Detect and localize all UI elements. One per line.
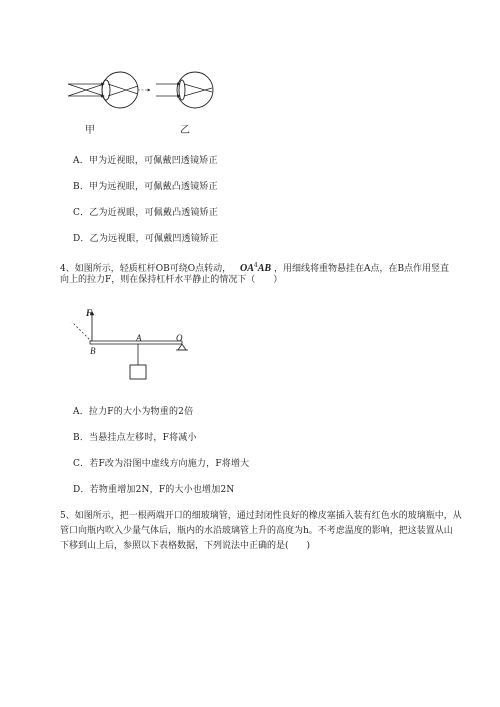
q4-math-sup: 4 xyxy=(253,262,258,269)
q4-stem-text-a: 4、如图所示，轻质杠杆OB可绕O点转动， xyxy=(60,264,232,274)
q3-option-b: B．甲为远视眼，可佩戴凸透镜矫正 xyxy=(73,182,218,192)
figure-label-yi: 乙 xyxy=(180,125,190,136)
q4-option-b: B．当悬挂点左移时，F将减小 xyxy=(73,433,197,443)
eye-diagram-yi xyxy=(156,72,213,108)
q4-option-a: A．拉力F的大小为物重的2倍 xyxy=(73,407,194,417)
q3-option-d: D．乙为远视眼，可佩戴凹透镜矫正 xyxy=(73,234,219,244)
figure-label-jia: 甲 xyxy=(85,125,95,136)
hanging-weight xyxy=(130,365,146,379)
eye-diagram-jia xyxy=(68,72,150,108)
dashed-force-line xyxy=(72,322,92,342)
q5-stem-line1: 5、如图所示，把一根两端开口的细玻璃管，通过封闭性良好的橡皮塞插入装有红色水的玻璃瓶中，从 xyxy=(60,511,462,521)
q5-stem-line3: 下移到山上后，参照以下表格数据，下列说法中正确的是( ) xyxy=(60,541,311,551)
q4-math-ab: AB xyxy=(257,263,272,274)
q3-option-a: A．甲为近视眼，可佩戴凹透镜矫正 xyxy=(73,156,218,166)
q4-option-d: D．若物重增加2N，F的大小也增加2N xyxy=(73,485,235,495)
eye-diagrams-figure xyxy=(60,60,230,130)
q3-option-c: C．乙为近视眼，可佩戴凸透镜矫正 xyxy=(73,208,219,218)
lever-label-b: B xyxy=(90,346,96,356)
q4-option-c: C．若F改为沿图中虚线方向施力，F将增大 xyxy=(73,459,250,469)
q5-stem-line2: 管口向瓶内吹入少量气体后，瓶内的水沿玻璃管上升的高度为h。不考虑温度的影响，把这装置从山 xyxy=(60,526,453,536)
lever-label-f: F xyxy=(86,308,93,318)
lever-label-a: A xyxy=(136,333,142,343)
pivot-triangle xyxy=(178,344,186,350)
q4-stem-line2: 向上的拉力F，则在保持杠杆水平静止的情况下（ ） xyxy=(60,275,283,285)
q4-math-oa: OA xyxy=(239,263,254,274)
q4-stem-text-b: ，用细线将重物悬挂在A点，在B点作用竖直 xyxy=(273,264,450,274)
lever-label-o: O xyxy=(176,333,183,343)
